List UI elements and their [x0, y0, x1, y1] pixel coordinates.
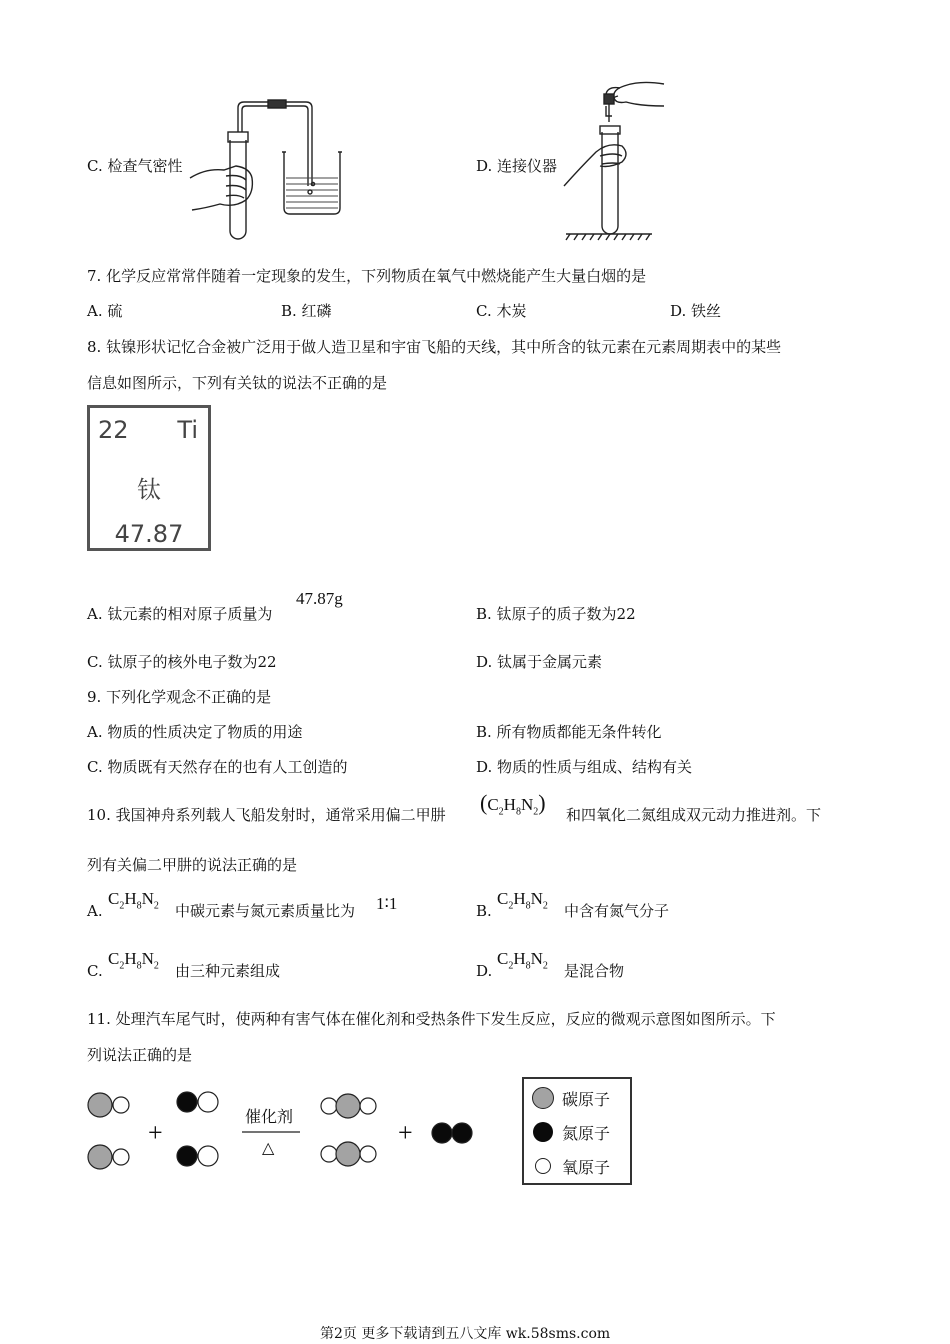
q10-stem-line2: 列有关偏二甲肼的说法正确的是 [87, 856, 298, 874]
q10-option-b-label: B. [476, 902, 492, 920]
legend-oxygen: 氧原子 [532, 1153, 610, 1179]
q10-stem-post: 和四氧化二氮组成双元动力推进剂。下 [566, 806, 822, 824]
oxygen-atom [113, 1097, 129, 1113]
oxygen-atom-icon [535, 1158, 551, 1174]
plus-sign: + [148, 1118, 163, 1147]
periodic-element-card [87, 405, 211, 551]
reaction-micro-diagram [80, 1080, 500, 1190]
oxygen-atom [360, 1146, 376, 1162]
co-molecule [88, 1145, 129, 1169]
q8-option-d: D. 钛属于金属元素 [476, 653, 603, 671]
q11-stem-line1: 11. 处理汽车尾气时，使两种有害气体在催化剂和受热条件下发生反应，反应的微观示意图如图所示。下 [87, 1010, 776, 1028]
q8-option-c: C. 钛原子的核外电子数为22 [87, 653, 277, 671]
oxygen-atom [321, 1146, 337, 1162]
q9-option-d: D. 物质的性质与组成、结构有关 [476, 758, 693, 776]
co2-molecule [321, 1142, 376, 1166]
plus-sign: + [398, 1118, 413, 1147]
q10-option-a-text: 中碳元素与氮元素质量比为 [175, 902, 356, 920]
connect-instrument-figure [560, 76, 670, 241]
q7-option-d: D. 铁丝 [670, 302, 722, 320]
nitrogen-atom [452, 1123, 472, 1143]
legend-nitrogen: 氮原子 [532, 1119, 610, 1145]
q8-stem-line2: 信息如图所示，下列有关钛的说法不正确的是 [87, 374, 388, 392]
q8-option-a-value: 47.87g [296, 589, 343, 608]
q7-option-c: C. 木炭 [476, 302, 527, 320]
carbon-atom-icon [532, 1087, 554, 1109]
oxygen-atom [360, 1098, 376, 1114]
q11-stem-line2: 列说法正确的是 [87, 1046, 193, 1064]
q6-option-c: C. 检查气密性 [87, 157, 183, 175]
q7-stem: 7. 化学反应常常伴随着一定现象的发生，下列物质在氧气中燃烧能产生大量白烟的是 [87, 267, 647, 285]
q10-option-c-text: 由三种元素组成 [175, 962, 281, 980]
q10-option-b-text: 中含有氮气分子 [564, 902, 670, 920]
no-molecule [177, 1146, 218, 1166]
carbon-atom [88, 1093, 112, 1117]
carbon-atom [336, 1142, 360, 1166]
q8-option-b: B. 钛原子的质子数为22 [476, 605, 636, 623]
co2-molecule [321, 1094, 376, 1118]
q10-stem-pre: 10. 我国神舟系列载人飞船发射时，通常采用偏二甲肼 [87, 806, 446, 824]
carbon-atom [336, 1094, 360, 1118]
atomic-mass: 47.87 [114, 520, 184, 548]
q9-option-c: C. 物质既有天然存在的也有人工创造的 [87, 758, 348, 776]
q10-option-a-formula: $C_2H_8N_2$ [108, 889, 159, 912]
nitrogen-atom [177, 1146, 197, 1166]
q10-option-c-label: C. [87, 962, 103, 980]
oxygen-atom [113, 1149, 129, 1165]
q8-stem-line1: 8. 钛镍形状记忆合金被广泛用于做人造卫星和宇宙飞船的天线，其中所含的钛元素在元素周期表中的某些 [87, 338, 782, 356]
q9-option-a: A. 物质的性质决定了物质的用途 [87, 723, 303, 741]
nitrogen-atom-icon [533, 1122, 553, 1142]
legend-carbon: 碳原子 [532, 1085, 610, 1111]
q9-stem: 9. 下列化学观念不正确的是 [87, 688, 272, 706]
page-footer: 第2页 更多下载请到五八文库 wk.58sms.com [320, 1326, 611, 1342]
element-name: 钛 [137, 476, 161, 504]
q7-option-a: A. 硫 [87, 302, 123, 320]
q10-option-d-formula: $C_2H_8N_2$ [497, 949, 548, 972]
atom-legend [522, 1077, 632, 1185]
q10-option-a-label: A. [87, 902, 103, 920]
oxygen-atom [321, 1098, 337, 1114]
q10-option-c-formula: $C_2H_8N_2$ [108, 949, 159, 972]
oxygen-atom [198, 1092, 218, 1112]
heat-symbol: △ [262, 1138, 275, 1157]
catalyst-label: 催化剂 [245, 1107, 294, 1126]
oxygen-atom [198, 1146, 218, 1166]
no-molecule [177, 1092, 218, 1112]
nitrogen-atom [432, 1123, 452, 1143]
q10-option-a-ratio: 1∶1 [376, 894, 398, 913]
q6-option-d: D. 连接仪器 [476, 157, 558, 175]
carbon-atom [88, 1145, 112, 1169]
atomic-number: 22 [98, 416, 129, 444]
q10-option-d-text: 是混合物 [564, 962, 625, 980]
q8-option-a: A. 钛元素的相对原子质量为 [87, 605, 273, 623]
q10-option-d-label: D. [476, 962, 493, 980]
q7-option-b: B. 红磷 [281, 302, 332, 320]
q9-option-b: B. 所有物质都能无条件转化 [476, 723, 662, 741]
n2-molecule [432, 1123, 472, 1143]
nitrogen-atom [177, 1092, 197, 1112]
element-symbol: Ti [177, 416, 198, 444]
q10-option-b-formula: $C_2H_8N_2$ [497, 889, 548, 912]
q10-stem-formula: $(C_2H_8N_2)$ [480, 790, 546, 818]
airtightness-apparatus-figure [186, 96, 346, 241]
co-molecule [88, 1093, 129, 1117]
